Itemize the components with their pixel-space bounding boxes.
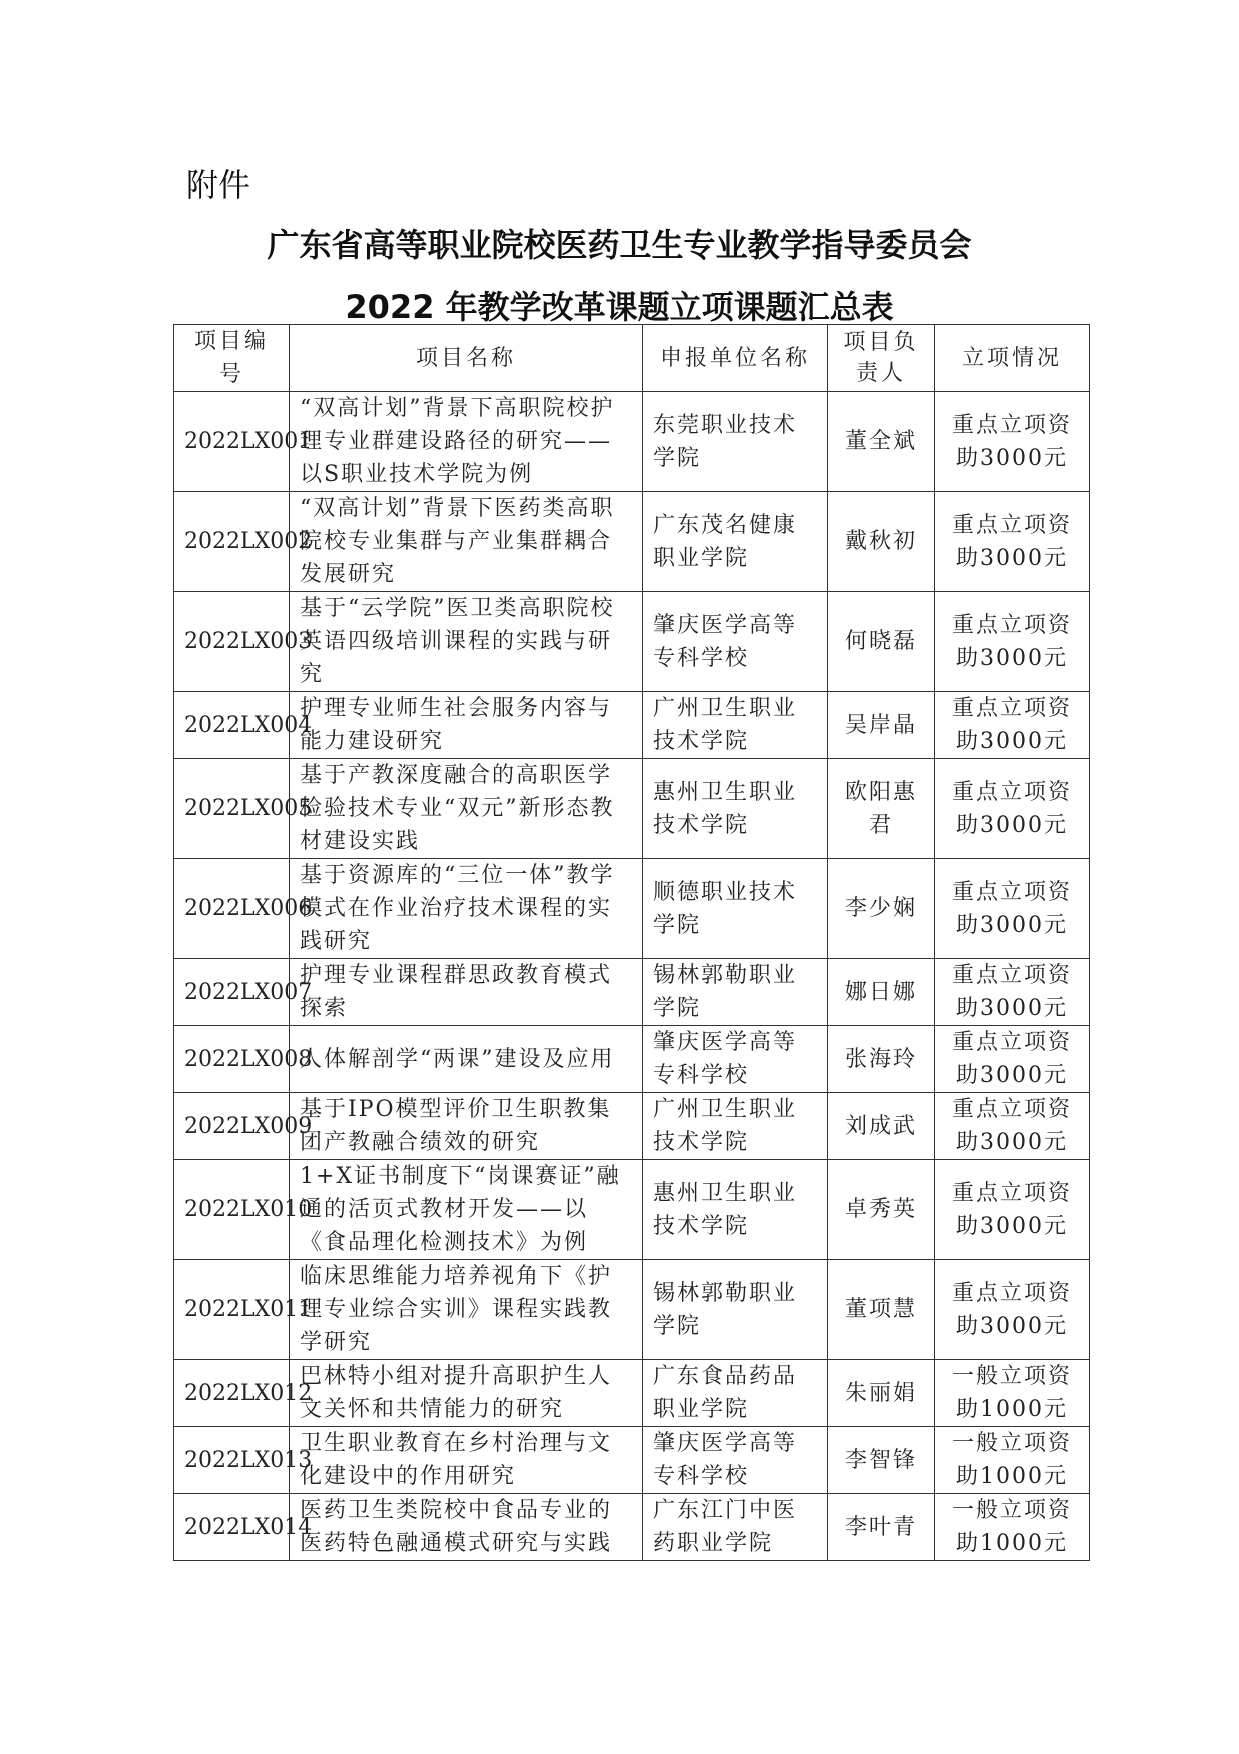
cell-status: 重点立项资助3000元	[935, 392, 1090, 492]
cell-unit-name: 锡林郭勒职业学院	[643, 1260, 828, 1360]
cell-project-id: 2022LX007	[174, 959, 290, 1026]
cell-leader: 董全斌	[828, 392, 935, 492]
cell-status: 重点立项资助3000元	[935, 692, 1090, 759]
cell-leader: 李少娴	[828, 859, 935, 959]
header-project-name: 项目名称	[290, 325, 643, 392]
cell-project-id: 2022LX013	[174, 1427, 290, 1494]
cell-unit-name: 惠州卫生职业技术学院	[643, 759, 828, 859]
cell-status: 重点立项资助3000元	[935, 492, 1090, 592]
cell-unit-name: 广东江门中医药职业学院	[643, 1494, 828, 1561]
cell-status: 重点立项资助3000元	[935, 1093, 1090, 1160]
cell-project-id: 2022LX012	[174, 1360, 290, 1427]
cell-unit-name: 广东茂名健康职业学院	[643, 492, 828, 592]
header-project-id: 项目编号	[174, 325, 290, 392]
cell-project-id: 2022LX011	[174, 1260, 290, 1360]
cell-leader: 李智锋	[828, 1427, 935, 1494]
cell-unit-name: 广州卫生职业技术学院	[643, 1093, 828, 1160]
cell-project-name: 1+X证书制度下“岗课赛证”融通的活页式教材开发——以《食品理化检测技术》为例	[290, 1160, 643, 1260]
cell-project-name: 临床思维能力培养视角下《护理专业综合实训》课程实践教学研究	[290, 1260, 643, 1360]
cell-unit-name: 广州卫生职业技术学院	[643, 692, 828, 759]
cell-project-name: 基于资源库的“三位一体”教学模式在作业治疗技术课程的实践研究	[290, 859, 643, 959]
table-row	[174, 1160, 1090, 1260]
cell-project-name: 医药卫生类院校中食品专业的医药特色融通模式研究与实践	[290, 1494, 643, 1561]
table-row	[174, 1360, 1090, 1427]
table-row	[174, 392, 1090, 492]
table-row	[174, 592, 1090, 692]
cell-leader: 李叶青	[828, 1494, 935, 1561]
cell-project-name: 护理专业师生社会服务内容与能力建设研究	[290, 692, 643, 759]
cell-unit-name: 东莞职业技术学院	[643, 392, 828, 492]
header-project-leader: 项目负责人	[828, 325, 935, 392]
table-row	[174, 692, 1090, 759]
cell-unit-name: 肇庆医学高等专科学校	[643, 592, 828, 692]
cell-project-name: 人体解剖学“两课”建设及应用	[290, 1026, 643, 1093]
cell-status: 重点立项资助3000元	[935, 1260, 1090, 1360]
table-row	[174, 859, 1090, 959]
cell-project-name: 基于IPO模型评价卫生职教集团产教融合绩效的研究	[290, 1093, 643, 1160]
cell-project-id: 2022LX005	[174, 759, 290, 859]
cell-project-id: 2022LX004	[174, 692, 290, 759]
project-summary-table	[173, 324, 1090, 1561]
table-row	[174, 959, 1090, 1026]
table-row	[174, 1093, 1090, 1160]
cell-leader: 董项慧	[828, 1260, 935, 1360]
cell-status: 重点立项资助3000元	[935, 759, 1090, 859]
cell-project-id: 2022LX014	[174, 1494, 290, 1561]
table-row	[174, 1026, 1090, 1093]
header-approval-status: 立项情况	[935, 325, 1090, 392]
cell-status: 重点立项资助3000元	[935, 592, 1090, 692]
cell-leader: 吴岸晶	[828, 692, 935, 759]
cell-unit-name: 锡林郭勒职业学院	[643, 959, 828, 1026]
cell-leader: 张海玲	[828, 1026, 935, 1093]
cell-status: 重点立项资助3000元	[935, 1026, 1090, 1093]
cell-unit-name: 惠州卫生职业技术学院	[643, 1160, 828, 1260]
cell-project-id: 2022LX001	[174, 392, 290, 492]
cell-status: 一般立项资助1000元	[935, 1427, 1090, 1494]
table-row	[174, 759, 1090, 859]
cell-project-id: 2022LX006	[174, 859, 290, 959]
cell-unit-name: 肇庆医学高等专科学校	[643, 1026, 828, 1093]
cell-status: 重点立项资助3000元	[935, 1160, 1090, 1260]
cell-project-name: “双高计划”背景下高职院校护理专业群建设路径的研究——以S职业技术学院为例	[290, 392, 643, 492]
document-title-line2: 2022 年教学改革课题立项课题汇总表	[345, 288, 894, 326]
cell-project-id: 2022LX003	[174, 592, 290, 692]
table-row	[174, 492, 1090, 592]
cell-leader: 何晓磊	[828, 592, 935, 692]
cell-leader: 欧阳惠君	[828, 759, 935, 859]
cell-leader: 戴秋初	[828, 492, 935, 592]
cell-project-id: 2022LX002	[174, 492, 290, 592]
table-row	[174, 1494, 1090, 1561]
cell-project-name: 卫生职业教育在乡村治理与文化建设中的作用研究	[290, 1427, 643, 1494]
cell-leader: 卓秀英	[828, 1160, 935, 1260]
table-header-row	[174, 325, 1090, 392]
attachment-label: 附件	[186, 166, 251, 204]
cell-project-name: 护理专业课程群思政教育模式探索	[290, 959, 643, 1026]
cell-project-name: 巴林特小组对提升高职护生人文关怀和共情能力的研究	[290, 1360, 643, 1427]
cell-status: 一般立项资助1000元	[935, 1494, 1090, 1561]
cell-leader: 娜日娜	[828, 959, 935, 1026]
cell-unit-name: 顺德职业技术学院	[643, 859, 828, 959]
cell-status: 一般立项资助1000元	[935, 1360, 1090, 1427]
table-row	[174, 1427, 1090, 1494]
cell-unit-name: 广东食品药品职业学院	[643, 1360, 828, 1427]
cell-project-id: 2022LX009	[174, 1093, 290, 1160]
cell-project-id: 2022LX010	[174, 1160, 290, 1260]
cell-project-name: 基于“云学院”医卫类高职院校英语四级培训课程的实践与研究	[290, 592, 643, 692]
header-unit-name: 申报单位名称	[643, 325, 828, 392]
document-title-line1: 广东省高等职业院校医药卫生专业教学指导委员会	[267, 226, 972, 264]
cell-project-id: 2022LX008	[174, 1026, 290, 1093]
table-row	[174, 1260, 1090, 1360]
cell-unit-name: 肇庆医学高等专科学校	[643, 1427, 828, 1494]
cell-leader: 朱丽娟	[828, 1360, 935, 1427]
cell-status: 重点立项资助3000元	[935, 859, 1090, 959]
cell-leader: 刘成武	[828, 1093, 935, 1160]
cell-status: 重点立项资助3000元	[935, 959, 1090, 1026]
cell-project-name: 基于产教深度融合的高职医学检验技术专业“双元”新形态教材建设实践	[290, 759, 643, 859]
cell-project-name: “双高计划”背景下医药类高职院校专业集群与产业集群耦合发展研究	[290, 492, 643, 592]
